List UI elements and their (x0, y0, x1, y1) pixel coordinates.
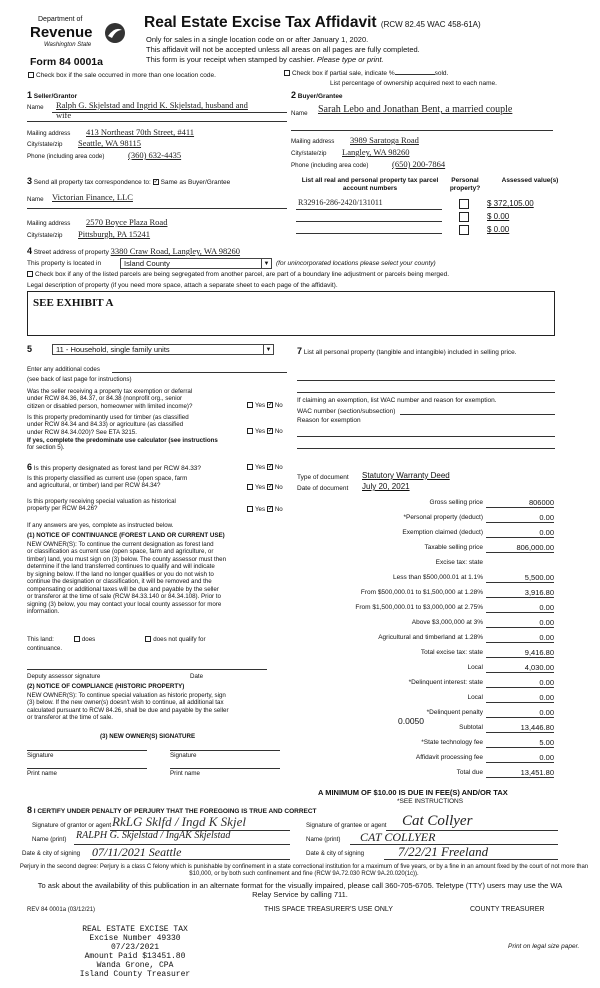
stamp-line: Excise Number 49330 (89, 933, 181, 943)
grantor-name-field[interactable]: RALPH G. Skjelstad / IngAK Skjelstad (76, 830, 231, 841)
taxcorr-city-label: City/state/zip (27, 232, 63, 239)
see-instructions: *SEE INSTRUCTIONS (397, 798, 464, 805)
header-line2: This affidavit will not be accepted unless all areas on all pages are fully completed. (146, 45, 420, 54)
calc-value[interactable]: 0.00 (539, 753, 554, 762)
notice1-line: signing (3) below, you may contact your local county assessor for more (27, 600, 222, 608)
buyer-city-label: City/state/zip (291, 150, 327, 157)
taxcorr-city-field[interactable]: Pittsburgh, PA 15241 (78, 229, 151, 239)
calc-label: *Personal property (deduct) (403, 514, 483, 521)
personal-property-checkbox-3[interactable] (459, 225, 469, 235)
parcels-col2: Personal property? (449, 177, 481, 192)
calc-underline (486, 507, 554, 508)
grantor-date-field[interactable]: 07/11/2021 Seattle (92, 845, 182, 859)
form-title: Real Estate Excise Tax Affidavit (RCW 82.45 WAC 458-61A) (144, 14, 481, 31)
grantee-name-label: Name (print) (306, 836, 341, 843)
same-as-buyer-checkbox[interactable]: ✓ (153, 179, 159, 186)
q1-no-checkbox[interactable]: ✓ (267, 402, 273, 409)
calc-underline (486, 702, 554, 703)
calc-value[interactable]: 0.00 (539, 693, 554, 702)
logo-agency: Revenue (30, 24, 93, 41)
calc-label: Taxable selling price (424, 544, 483, 551)
calc-value[interactable]: 0.00 (539, 513, 554, 522)
calc-value[interactable]: 0.00 (539, 708, 554, 717)
treasurer-stamp (75, 926, 195, 980)
seller-phone-field[interactable]: (360) 632-4435 (128, 150, 182, 160)
calc-value[interactable]: 0.00 (539, 678, 554, 687)
street-row: 4 Street address of property 3380 Craw Road, Langley, WA 98260 (27, 246, 241, 256)
partial-sale-checkbox[interactable] (284, 70, 290, 76)
calc-label: Local (467, 664, 483, 671)
continuance: continuance. (27, 645, 63, 652)
calc-underline (486, 642, 554, 643)
located-label: This property is located in (27, 260, 102, 267)
calc-label: Above $3,000,000 at 3% (411, 619, 483, 626)
currentuse-yes-checkbox[interactable] (247, 484, 253, 490)
calc-label: From $1,500,000.01 to $3,000,000 at 2.75% (355, 604, 483, 611)
deputy-sig: Deputy assessor signature (27, 673, 101, 680)
q1-yes-checkbox[interactable] (247, 402, 253, 408)
partial-list: List percentage of ownership acquired next to each name. (330, 80, 497, 87)
county-select[interactable]: Island County ▼ (120, 258, 272, 269)
notice1-line: continue the designation or classification, it will be removed and the (27, 578, 212, 586)
calc-value[interactable]: 806000 (528, 498, 554, 507)
seller-mail-field[interactable]: 413 Northeast 70th Street, #411 (86, 127, 195, 137)
seller-heading: 1 Seller/Grantor (27, 90, 78, 100)
notice1-line: determine if the land transferred continues to qualify and will indicate (27, 563, 215, 571)
grantee-sig-label: Signature of grantee or agent (306, 822, 387, 829)
forest-no-checkbox[interactable]: ✓ (267, 464, 273, 471)
buyer-mail-field[interactable]: 3989 Saratoga Road (350, 135, 419, 145)
multi-location-checkbox[interactable] (28, 72, 34, 78)
deputy-date: Date (190, 673, 204, 680)
legal-description-box[interactable] (27, 291, 555, 336)
notice1-line: timber) land, you must sign on (3) below. The county assessor must then (27, 555, 227, 563)
sec5-q2-note: If yes, complete the predominate use calculator (see instructions for section 5). (27, 437, 218, 452)
notice1-line: by signing below. If the land no longer qualifies or you do not wish to (27, 570, 214, 578)
does-checkbox[interactable] (74, 636, 80, 642)
notice2-line: (3) below. If the new owner(s) doesn't wish to continue, all additional tax (27, 699, 224, 707)
stamp-line: Island County Treasurer (79, 969, 191, 979)
calc-value[interactable]: 5.00 (539, 738, 554, 747)
calc-underline (486, 762, 554, 763)
taxcorr-name-label: Name (27, 196, 44, 203)
parcels-col1: List all real and personal property tax parcel account numbers (301, 177, 439, 192)
calc-label: Excise tax: state (435, 559, 483, 566)
form-statute: (RCW 82.45 WAC 458-61A) (380, 20, 481, 29)
parcels-col3: Assessed value(s) (501, 177, 559, 184)
grantee-signature[interactable]: Cat Collyer (402, 813, 473, 829)
buyer-name-field[interactable]: Sarah Lebo and Jonathan Bent, a married couple (318, 104, 513, 115)
use-code-select[interactable]: 11 - Household, single family units ▼ (52, 344, 274, 355)
minimum-note: A MINIMUM OF $10.00 IS DUE IN FEE(S) AND/OR TAX (318, 788, 508, 797)
taxcorr-mail-label: Mailing address (27, 220, 71, 227)
seller-city-field[interactable]: Seattle, WA 98115 (78, 138, 142, 148)
calc-label: From $500,000.01 to $1,500,000 at 1.28% (360, 589, 483, 596)
segregated-row: Check box if any of the listed parcels are being segregated from another parcel, are part of a boundary line adjustment or parcels being merged. (27, 271, 449, 279)
logo-state: Washington State (44, 42, 92, 48)
sec6-q3: Is this property receiving special valuation as historical property per RCW 84.26? (27, 498, 176, 513)
sec6-q1-yesno: Yes ✓ No (247, 464, 283, 471)
rev-number: REV 84 0001a (03/12/21) (27, 907, 96, 913)
grantor-sig-label: Signature of grantor or agent (32, 822, 112, 829)
calc-underline (486, 687, 554, 688)
calc-value[interactable]: 0.00 (539, 618, 554, 627)
calc-underline (486, 537, 554, 538)
uninc-note: (for unincorporated locations please select your county) (276, 260, 436, 267)
taxcorr-heading: 3 Send all property tax correspondence to: ✓ Same as Buyer/Grantee (27, 176, 231, 186)
calc-underline (486, 777, 554, 778)
notice2-title: (2) NOTICE OF COMPLIANCE (HISTORIC PROPERTY) (27, 683, 185, 690)
doc-type-label: Type of document (297, 474, 349, 481)
legal-description-text: SEE EXHIBIT A (33, 297, 114, 309)
perjury-note: Perjury in the second degree: Perjury is a class C felony which is punishable by confinement in a state correctional institution for a maximum of five years, or by a fine in an amount fixed by the court of not more than $10,000, or by both such confinement and fine (RCW 9A.72.030 RCW 9A.20.020(1c)). (19, 864, 589, 877)
historic-yes-checkbox[interactable] (247, 506, 253, 512)
print-label-1: Print name (27, 770, 57, 777)
q2-no-checkbox[interactable]: ✓ (267, 428, 273, 435)
calc-underline (486, 657, 554, 658)
calc-label: Total excise tax: state (420, 649, 483, 656)
assessed-value-2[interactable]: $ 0.00 (487, 212, 510, 221)
legal-size-note: Print on legal size paper. (508, 943, 580, 950)
grantor-signature[interactable]: RkLG Sklfd / Ingd K Skjel (112, 814, 246, 829)
partial-sale-row: Check box if partial sale, indicate % sold. (284, 70, 448, 78)
calc-underline (486, 612, 554, 613)
sig-label-1: Signature (27, 752, 54, 759)
chevron-down-icon: ▼ (261, 259, 271, 269)
personal-property-checkbox-2[interactable] (459, 212, 469, 222)
calc-underline (486, 552, 554, 553)
seller-city-label: City/state/zip (27, 141, 63, 148)
calc-value[interactable]: 5,500.00 (524, 573, 554, 582)
calc-underline (486, 717, 554, 718)
stamp-line: Wanda Grone, CPA (96, 960, 174, 970)
calc-label: Local (467, 694, 483, 701)
calc-label: *Delinquent penalty (426, 709, 483, 716)
calc-value[interactable]: 9,416.80 (524, 648, 554, 657)
calc-value[interactable]: 3,916.80 (524, 588, 554, 597)
calc-underline (486, 672, 554, 673)
exempt-label: If claiming an exemption, list WAC number and reason for exemption. (297, 397, 497, 404)
calc-label: Gross selling price (429, 499, 483, 506)
calc-label: *State technology fee (421, 739, 483, 746)
form-number: Form 84 0001a (30, 56, 103, 68)
sec7-heading: 7 List all personal property (tangible and intangible) included in selling price. (297, 346, 517, 356)
assessed-value-3[interactable]: $ 0.00 (487, 225, 510, 234)
seller-mail-label: Mailing address (27, 130, 71, 137)
see-back: (see back of last page for instructions) (27, 376, 132, 383)
notice1-title: (1) NOTICE OF CONTINUANCE (FOREST LAND OR CURRENT USE) (27, 532, 225, 539)
grantee-date-field[interactable]: 7/22/21 Freeland (398, 844, 489, 859)
calc-label: *Delinquent interest: state (408, 679, 483, 686)
calc-underline (486, 522, 554, 523)
does-not-checkbox[interactable] (145, 636, 151, 642)
forest-yes-checkbox[interactable] (247, 464, 253, 470)
grantor-date-label: Date & city of signing (22, 850, 81, 857)
stamp-line: Amount Paid $13451.80 (84, 951, 186, 961)
multi-location-row: Check box if the sale occurred in more than one location code. (28, 72, 216, 80)
print-label-2: Print name (170, 770, 200, 777)
legal-label: Legal description of property (if you need more space, attach a separate sheet to each page of the affidavit). (27, 282, 338, 289)
calc-label: Exemption claimed (deduct) (402, 529, 483, 536)
treasurer-only: THIS SPACE TREASURER'S USE ONLY (264, 906, 393, 913)
new-owner-sig-title: (3) NEW OWNER(S) SIGNATURE (100, 733, 196, 740)
grantor-name-label: Name (print) (32, 836, 67, 843)
notice2-line: NEW OWNER(S): To continue special valuation as historic property, sign (27, 692, 226, 699)
grantee-name-field[interactable]: CAT COLLYER (360, 830, 436, 844)
street-field[interactable]: 3380 Craw Road, Langley, WA 98260 (110, 246, 241, 256)
calc-value[interactable]: 806,000.00 (516, 543, 554, 552)
taxcorr-name-field[interactable]: Victorian Finance, LLC (52, 192, 133, 202)
county-treasurer: COUNTY TREASURER (470, 906, 545, 913)
alt-format-note: To ask about the availability of this publication in an alternate format for the visually impaired, please call 360-705-6705. Teletype (TTY) users may use the WA Relay Service by calling 711. (37, 881, 563, 899)
calc-value[interactable]: 0.00 (539, 633, 554, 642)
sec6-q2-yesno: Yes ✓ No (247, 484, 283, 491)
calc-underline (486, 732, 554, 733)
notice1-line: or classification as current use (open space, farm and agriculture, or (27, 548, 214, 556)
notice1-body (27, 541, 289, 615)
header-line1: Only for sales in a single location code on or after January 1, 2020. (146, 35, 369, 44)
taxcorr-mail-field[interactable]: 2570 Boyce Plaza Road (86, 217, 168, 227)
sec5-num: 5 (27, 344, 33, 354)
seller-name-field-2[interactable]: wife (56, 110, 72, 120)
notice2-body (27, 692, 289, 722)
doc-date-label: Date of document (297, 485, 349, 492)
calc-label: Total due (456, 769, 483, 776)
calc-underline (486, 747, 554, 748)
sig-label-2: Signature (170, 752, 197, 759)
seller-phone-label: Phone (including area code) (27, 153, 105, 160)
seller-name-label: Name (27, 104, 44, 111)
q2-yes-checkbox[interactable] (247, 428, 253, 434)
notice1-line: NEW OWNER(S): To continue the current designation as forest land (27, 541, 214, 548)
header-line3: This form is your receipt when stamped by cashier. Please type or print. (146, 55, 384, 64)
calc-label: Affidavit processing fee (415, 754, 483, 761)
wac-label: WAC number (section/subsection) (297, 408, 396, 415)
stamp-line: REAL ESTATE EXCISE TAX (82, 925, 188, 934)
chevron-down-icon: ▼ (263, 345, 273, 355)
calc-value[interactable]: 0.00 (539, 603, 554, 612)
calc-value[interactable]: 4,030.00 (524, 663, 554, 672)
calc-label: Less than $500,000.01 at 1.1% (393, 574, 483, 581)
sec5-q2: Is this property predominantly used for timber (as classified under RCW 84.34 and 84.33) or agriculture (as classified under RCW 84.34.020)? See ETA 3215. (27, 414, 189, 436)
currentuse-no-checkbox[interactable]: ✓ (267, 484, 273, 491)
sec6-q3-yesno: Yes ✓ No (247, 506, 283, 513)
notice2-line: calculated pursuant to RCW 84.26, shall be due and payable by the seller (27, 706, 229, 714)
doc-date-field[interactable]: July 20, 2021 (362, 482, 410, 491)
revenue-swoosh-icon (104, 22, 126, 44)
grantee-date-label: Date & city of signing (306, 850, 365, 857)
reason-label: Reason for exemption (297, 417, 361, 424)
buyer-name-label: Name (291, 110, 308, 117)
personal-property-checkbox-1[interactable] (459, 199, 469, 209)
enter-codes: Enter any additional codes (27, 366, 100, 373)
sec5-q1: Was the seller receiving a property tax exemption or deferral under RCW 84.36, 84.37, or 84.38 (nonprofit org., senior citizen or disabled person, homeowner with limited income)? (27, 388, 193, 410)
buyer-mail-label: Mailing address (291, 138, 335, 145)
calc-value[interactable]: 13,446.80 (520, 723, 554, 732)
notice1-line: or transferor at the time of sale (RCW 84.33.140 or 84.34.108). Prior to (27, 593, 221, 601)
calc-underline (486, 582, 554, 583)
sec5-q1-yesno: Yes ✓ No (247, 402, 283, 409)
calc-underline (486, 597, 554, 598)
buyer-phone-label: Phone (including area code) (291, 162, 369, 169)
logo-dept: Department of (38, 16, 83, 23)
notice1-line: information. (27, 607, 60, 615)
seller-name-field[interactable]: Ralph G. Skjelstad and Ingrid K. Skjelstad, husband and (56, 100, 248, 110)
assessed-value-1[interactable]: $ 372,105.00 (487, 199, 534, 208)
calc-underline (486, 627, 554, 628)
doc-type-field[interactable]: Statutory Warranty Deed (362, 471, 450, 480)
calc-value[interactable]: 0.00 (539, 528, 554, 537)
buyer-phone-field[interactable]: (650) 200-7864 (392, 159, 446, 169)
historic-no-checkbox[interactable]: ✓ (267, 506, 273, 513)
calc-value[interactable]: 13,451.80 (520, 768, 554, 777)
parcel-number-1[interactable]: R32916-286-2420/131011 (298, 198, 383, 207)
local-rate[interactable]: 0.0050 (398, 716, 424, 726)
buyer-city-field[interactable]: Langley, WA 98260 (342, 147, 410, 157)
calc-label: Agricultural and timberland at 1.28% (378, 634, 483, 641)
calc-label: Subtotal (459, 724, 483, 731)
segregated-checkbox[interactable] (27, 271, 33, 277)
notice1-line: compensating or additional taxes will be due and payable by the seller (27, 585, 219, 593)
stamp-line: 07/23/2021 (110, 942, 159, 952)
sec8-certify: 8 I CERTIFY UNDER PENALTY OF PERJURY THAT THE FOREGOING IS TRUE AND CORRECT (27, 805, 317, 815)
buyer-heading: 2 Buyer/Grantee (291, 90, 343, 100)
sec6-q2: Is this property classified as current use (open space, farm and agricultural, or timber) land per RCW 84.34? (27, 475, 188, 490)
if-yes: If any answers are yes, complete as instructed below. (27, 522, 174, 529)
notice2-line: or transferor at the time of sale. (27, 714, 113, 722)
sec5-q2-yesno: Yes ✓ No (247, 428, 283, 435)
this-land-row: This land: does does not qualify for (27, 636, 206, 643)
sec6-q1: 6 Is this property designated as forest land per RCW 84.33? (27, 462, 202, 472)
